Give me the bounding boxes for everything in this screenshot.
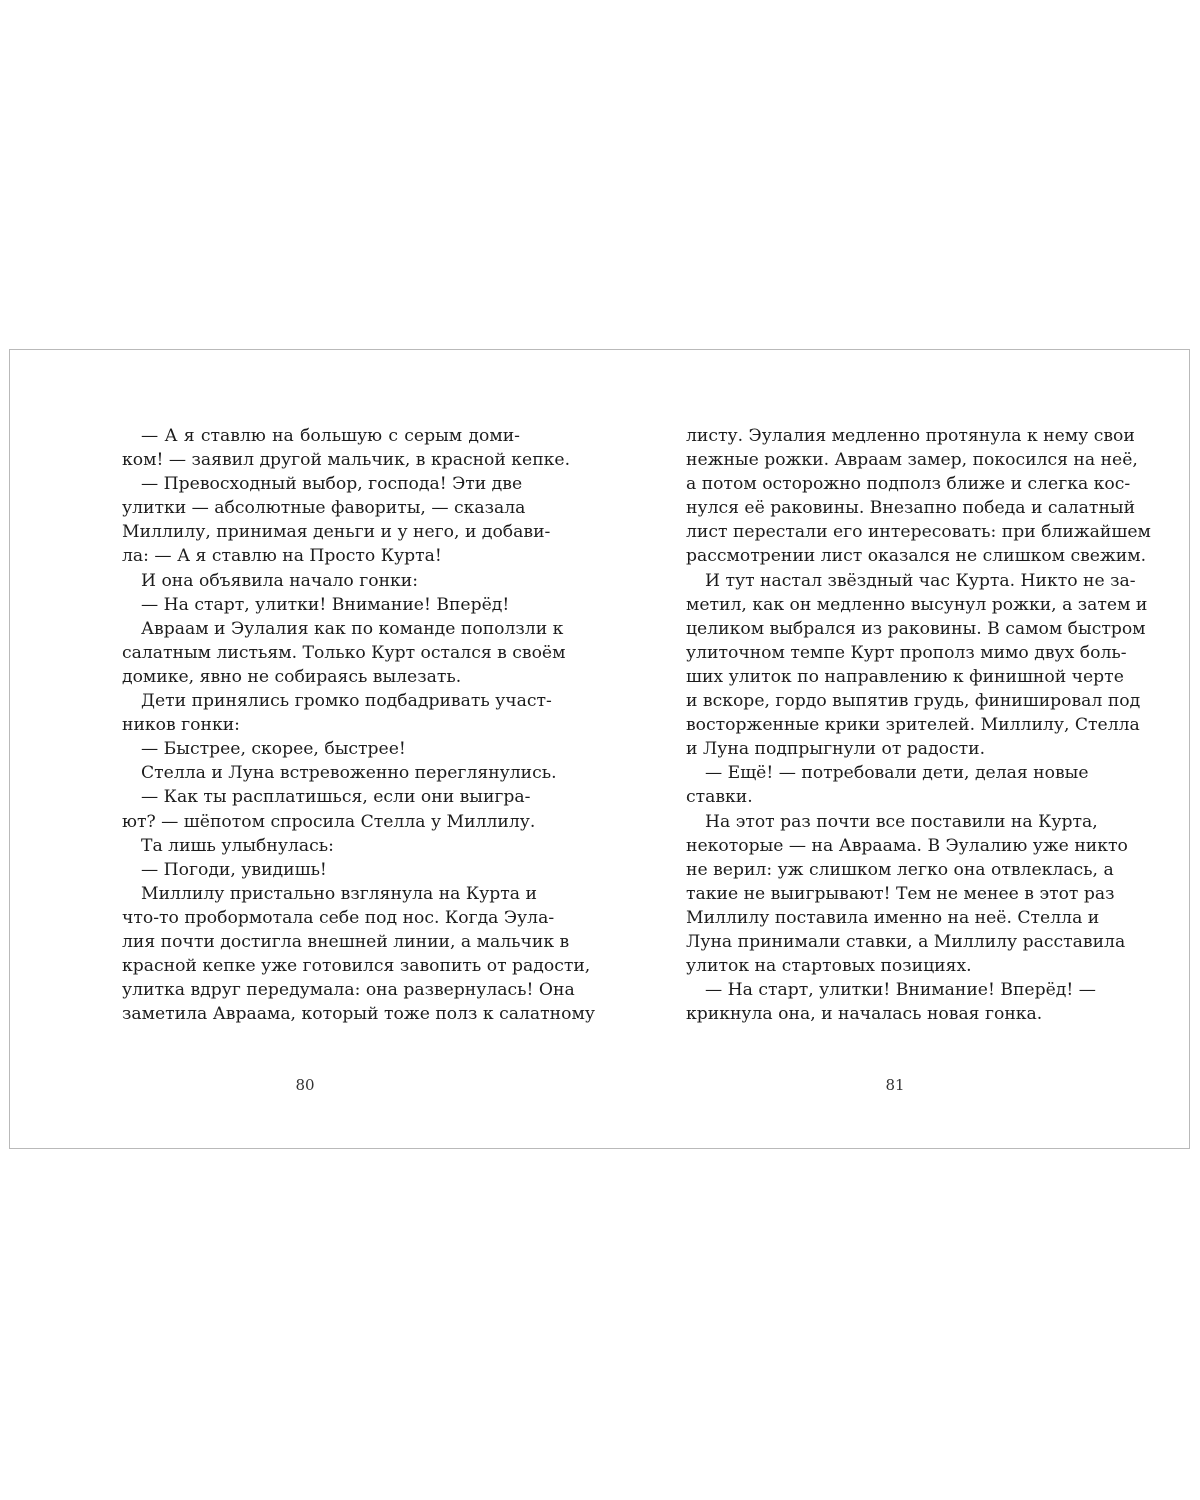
text-line: что-то пробормотала себе под нос. Когда Эула- <box>122 907 555 928</box>
text-line: — Превосходный выбор, господа! Эти две <box>141 474 523 495</box>
text-line: крикнула она, и началась новая гонка. <box>686 1004 1043 1025</box>
text-line: и Луна подпрыгнули от радости. <box>686 739 986 760</box>
text-line: — Быстрее, скорее, быстрее! <box>141 739 406 760</box>
text-line: Миллилу, принимая деньги и у него, и добави- <box>122 522 551 543</box>
page-number-right: 81 <box>885 1076 905 1094</box>
text-line: — На старт, улитки! Внимание! Вперёд! — <box>705 980 1096 1001</box>
text-line: ла: — А я ставлю на Просто Курта! <box>122 546 442 567</box>
text-line: На этот раз почти все поставили на Курта, <box>705 811 1098 832</box>
text-line: целиком выбрался из раковины. В самом быстром <box>686 618 1146 639</box>
text-line: рассмотрении лист оказался не слишком свежим. <box>686 546 1147 567</box>
text-line: ют? — шёпотом спросила Стелла у Миллилу. <box>122 811 536 832</box>
text-line: — Ещё! — потребовали дети, делая новые <box>705 763 1089 784</box>
text-line: домике, явно не собираясь вылезать. <box>122 666 462 687</box>
text-line: нулся её раковины. Внезапно победа и салатный <box>686 498 1136 519</box>
right-page-text <box>686 424 1151 1026</box>
text-line: ших улиток по направлению к финишной черте <box>686 666 1124 687</box>
text-line: нежные рожки. Авраам замер, покосился на неё, <box>686 450 1138 471</box>
text-line: Луна принимали ставки, а Миллилу расставила <box>686 931 1126 952</box>
text-line: — А я ставлю на большую с серым доми- <box>141 426 520 446</box>
text-line: красной кепке уже готовился завопить от радости, <box>122 956 591 977</box>
text-line: листу. Эулалия медленно протянула к нему свои <box>686 426 1135 446</box>
text-line: некоторые — на Авраама. В Эулалию уже никто <box>686 835 1128 856</box>
text-line: улиточном темпе Курт прополз мимо двух боль- <box>686 642 1127 663</box>
text-line: заметила Авраама, который тоже полз к салатному <box>122 1004 595 1025</box>
text-line: ставки. <box>686 787 753 808</box>
text-line: Миллилу пристально взглянула на Курта и <box>141 883 537 904</box>
text-line: улиток на стартовых позициях. <box>686 956 972 977</box>
text-line: улитки — абсолютные фавориты, — сказала <box>122 498 526 519</box>
text-line: Авраам и Эулалия как по команде поползли к <box>141 618 564 639</box>
text-line: восторженные крики зрителей. Миллилу, Стелла <box>686 715 1140 736</box>
text-line: ников гонки: <box>122 715 240 736</box>
text-line: такие не выигрывают! Тем не менее в этот раз <box>686 883 1115 904</box>
left-page-text <box>122 424 595 1026</box>
text-line: — Погоди, увидишь! <box>141 859 327 880</box>
text-line: Стелла и Луна встревоженно переглянулись. <box>141 763 557 784</box>
text-line: Та лишь улыбнулась: <box>141 835 334 856</box>
text-line: И тут настал звёздный час Курта. Никто не за- <box>705 570 1136 591</box>
text-line: И она объявила начало гонки: <box>141 570 419 591</box>
text-line: улитка вдруг передумала: она развернулась! Она <box>122 980 575 1001</box>
text-line: — На старт, улитки! Внимание! Вперёд! <box>141 594 510 615</box>
text-line: салатным листьям. Только Курт остался в своём <box>122 642 566 663</box>
text-line: лист перестали его интересовать: при ближайшем <box>686 522 1151 543</box>
text-line: Миллилу поставила именно на неё. Стелла и <box>686 907 1100 928</box>
text-line: и вскоре, гордо выпятив грудь, финишировал под <box>686 691 1141 712</box>
text-line: лия почти достигла внешней линии, а мальчик в <box>122 931 570 952</box>
text-line: — Как ты расплатишься, если они выигра- <box>141 787 531 808</box>
text-line: не верил: уж слишком легко она отвлеклась, а <box>686 859 1114 880</box>
book-spread <box>9 349 1190 1149</box>
page-number-left: 80 <box>295 1076 315 1094</box>
text-line: ком! — заявил другой мальчик, в красной кепке. <box>122 450 571 471</box>
text-line: а потом осторожно подполз ближе и слегка кос- <box>686 474 1131 495</box>
text-line: Дети принялись громко подбадривать участ- <box>141 691 552 712</box>
text-line: метил, как он медленно высунул рожки, а затем и <box>686 594 1148 615</box>
